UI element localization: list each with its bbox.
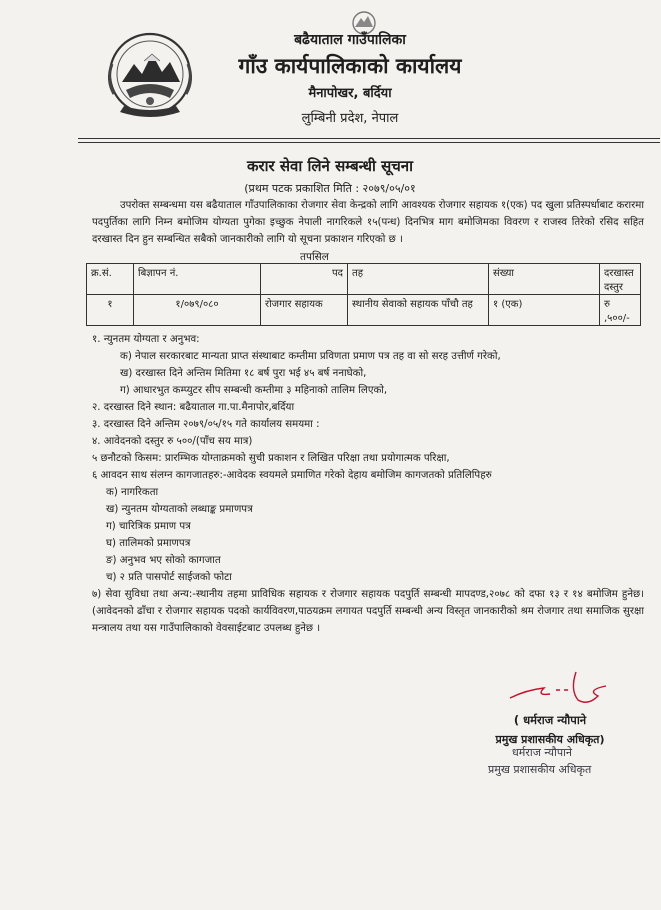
header-divider-2 xyxy=(78,142,660,143)
nepal-government-emblem-icon xyxy=(104,28,196,124)
document-item: ङ) अनुभव भए सोको कागजात xyxy=(106,555,221,566)
header-cell: तह xyxy=(348,264,489,295)
requirement-item: ग) आधारभुत कम्प्युटर सीप सम्बन्धी कम्तीमा ३ महिनाको तालिम लिएको, xyxy=(120,385,388,396)
header-divider xyxy=(78,138,660,139)
office-name: गाँउ कार्यपालिकाको कार्यालय xyxy=(238,54,462,78)
header-cell: पद xyxy=(261,264,348,295)
vacancy-table xyxy=(86,263,641,326)
application-place: २. दरखास्त दिने स्थान: बढैयाताल गा.पा.मैनापोर,बर्दिया xyxy=(92,402,295,413)
header-cell: क्र.सं. xyxy=(87,264,134,295)
document-item: घ) तालिमको प्रमाणपत्र xyxy=(106,538,191,549)
table-caption: तपसिल xyxy=(300,251,329,263)
stamp-title: प्रमुख प्रशासकीय अधिकृत xyxy=(488,763,592,776)
signatory-title: प्रमुख प्रशासकीय अधिकृत) xyxy=(495,733,605,746)
table-cell: स्थानीय सेवाको सहायक पाँचौ तह xyxy=(348,295,489,326)
signature-image xyxy=(506,660,616,710)
office-address: मैनापोखर, बर्दिया xyxy=(308,86,392,101)
selection-method: ५ छनौटको किसम: प्रारम्भिक योग्ताक्रमको सुची प्रकाशन र लिखित परिक्षा तथा प्रयोगात्मक परिक्षा, xyxy=(92,453,450,464)
documents-heading: ६ आवदन साथ संलग्न कागजातहरु:-आवेदक स्वयमले प्रमाणित गरेको देहाय बमोजिम कागजतको प्रतिलिपिहरु xyxy=(92,470,492,481)
table-row xyxy=(87,295,641,326)
requirement-item: क) नेपाल सरकारबाट मान्यता प्राप्त संस्थाबाट कम्तीमा प्रविणता प्रमाण पत्र तह वा सो सरह उत्तीर्ण गरेको, xyxy=(120,351,501,362)
header-cell: बिज्ञापन नं. xyxy=(134,264,261,295)
table-cell: १/०७९/०८० xyxy=(134,295,261,326)
intro-paragraph: उपरोक्त सम्बन्धमा यस बढैयाताल गाँउपालिकाका रोजगार सेवा केन्द्रको लागि आवश्यक रोजगार सहायक १(एक) पद खुला प्रतिस्पर्धाबाट करारमा पदपुर्तिका लागि निम्न बमोजिम योग्यता पुगेका इच्छुक नेपाली नागरिकले १५(पन्ध) दिनभित्र माग बमोजिमका विवरण र राजस्व तिरेको रसिद सहित दरखास्त दिन हुन सम्बन्धित सबैको जानकारीको लागि यो सूचना प्रकाशन गरिएको छ । xyxy=(92,200,644,245)
table-cell: रु ,५००/- xyxy=(600,295,641,326)
signatory-name: ( धर्मराज न्यौपाने xyxy=(513,713,587,727)
municipality-name: बढैयाताल गाउँपालिका xyxy=(294,32,406,48)
publication-date: (प्रथम पटक प्रकाशित मिति : २०७९/०५/०१ xyxy=(244,182,416,195)
application-deadline: ३. दरखास्त दिने अन्तिम २०७९/०५/१५ गते कार्यालय समयमा : xyxy=(92,419,320,430)
table-cell: रोजगार सहायक xyxy=(261,295,348,326)
closing-paragraph: ७) सेवा सुविधा तथा अन्य:-स्थानीय तहमा प्राविधिक सहायक र रोजगार सहायक पदपुर्ति सम्बन्धी मापदण्ड,२०७८ को दफा १३ र १४ बमोजिम हुनेछ। (आवेदनको ढाँचा र रोजगार सहायक पदको कार्यविवरण,पाठयक्रम लगायत पदपुर्ति सम्बन्धी अन्य विस्तृत जानकारीको श्रम रोजगार तथा समाजिक सुरक्षा मन्त्रालय तथा यस गाउँपालिकाको वेवसाईटबाट उपलब्ध हुनेछ । xyxy=(92,589,644,634)
document-item: ग) चारित्रिक प्रमाण पत्र xyxy=(106,521,191,532)
table-header-row xyxy=(87,264,641,295)
stamp-name: धर्मराज न्यौपाने xyxy=(512,746,573,759)
document-item: च) २ प्रति पासपोर्ट साईजको फोटा xyxy=(106,572,232,583)
notice-title: करार सेवा लिने सम्बन्धी सूचना xyxy=(246,157,414,175)
requirement-item: ख) दरखास्त दिने अन्तिम मितिमा १८ बर्ष पुरा भई ४५ बर्ष ननाघेको, xyxy=(120,368,367,379)
header-cell: दरखास्त दस्तुर xyxy=(600,264,641,295)
province-name: लुम्बिनी प्रदेश, नेपाल xyxy=(301,111,399,126)
table-cell: १ xyxy=(87,295,134,326)
document-item: ख) न्युनतम योग्यताको लब्धाङ्क प्रमाणपत्र xyxy=(106,504,253,515)
document-item: क) नागरिकता xyxy=(106,487,159,498)
requirements-heading: १. न्युनतम योग्यता र अनुभव: xyxy=(92,334,200,345)
application-fee: ४. आवेदनको दस्तुर रु ५००/(पाँच सय मात्र) xyxy=(92,436,253,447)
header-cell: संख्या xyxy=(489,264,600,295)
table-cell: १ (एक) xyxy=(489,295,600,326)
